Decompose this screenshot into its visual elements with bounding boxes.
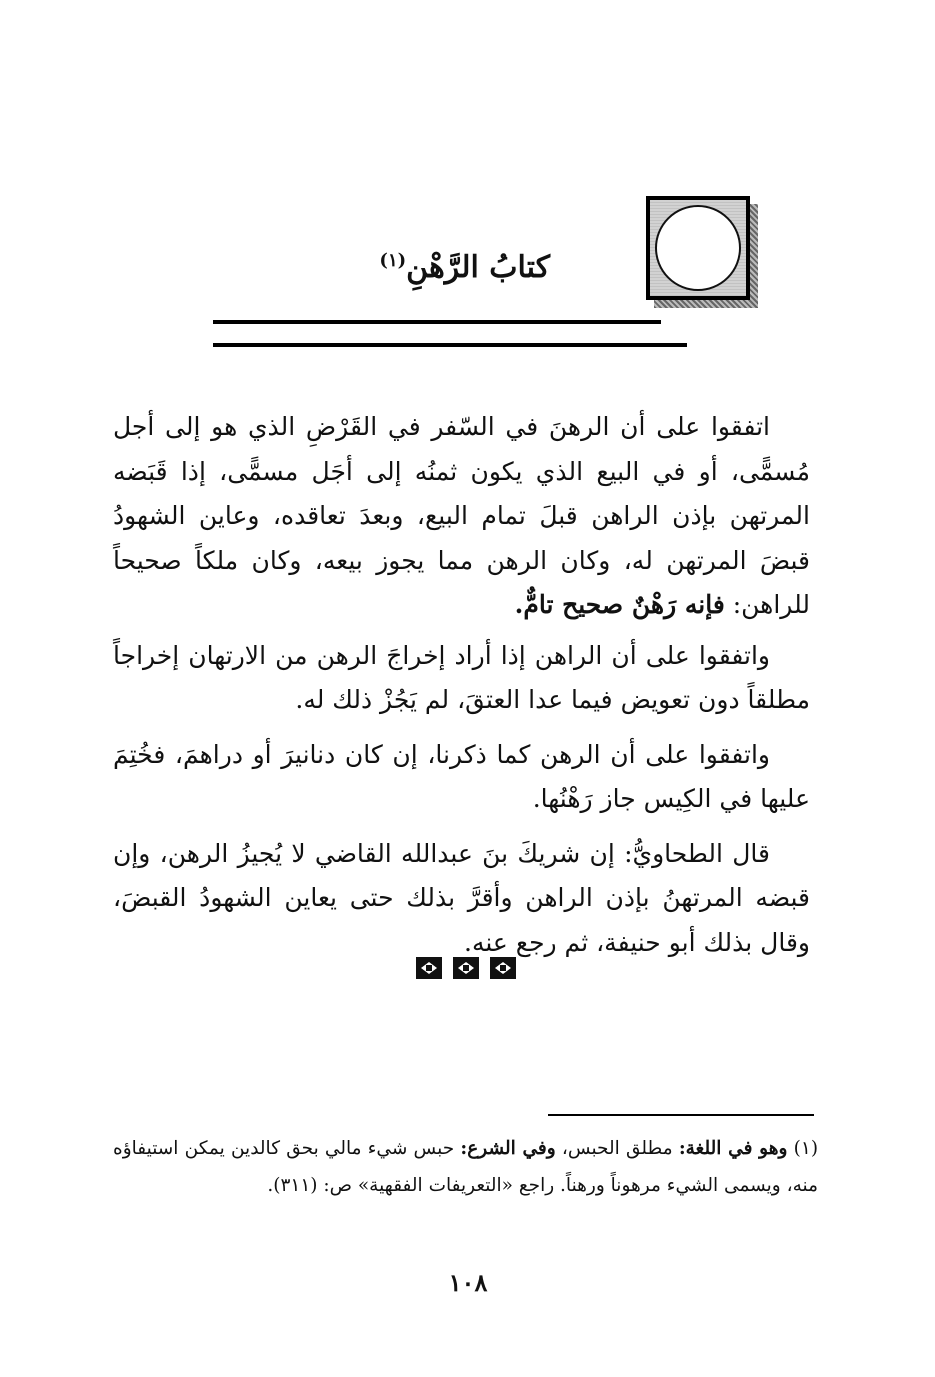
paragraph-4: قال الطحاويُّ: إن شريكَ بنَ عبدالله القاضي لا يُجيزُ الرهن، وإن قبضه المرتهنُ بإذن الراهن وأقرَّ بذلك حتى يعاين الشهودُ القبضَ، وقال بذلك أبو حنيفة، ثم رجع عنه.	[113, 838, 810, 957]
footnote-divider	[548, 1114, 814, 1116]
ornament-glyph-icon	[490, 957, 516, 979]
title-rule-bottom	[213, 343, 687, 347]
ornament-glyph-icon	[416, 957, 442, 979]
chapter-ornament-icon	[646, 196, 750, 300]
ornament-glyph-icon	[453, 957, 479, 979]
paragraph-2: واتفقوا على أن الراهن إذا أراد إخراجَ الرهن من الارتهان إخراجاً مطلقاً دون تعويض فيما عدا العتقَ، لم يَجُزْ ذلك له.	[113, 640, 810, 714]
title-rule-top	[213, 320, 661, 324]
chapter-title-text: كتابُ الرَّهْنِ	[406, 250, 550, 285]
paragraph-3: واتفقوا على أن الرهن كما ذكرنا، إن كان دنانيرَ أو دراهمَ، فخُتِمَ عليها في الكِيس جاز رَهْنُها.	[113, 739, 810, 813]
footnote: (١) وهو في اللغة: مطلق الحبس، وفي الشرع: حبس شيء مالي بحق كالدين يمكن استيفاؤه منه، ويسمى الشيء مرهوناً ورهناً. راجع «التعريفات الفقهية» ص: (٣١١).	[113, 1138, 819, 1196]
page-number: ١٠٨	[448, 1268, 488, 1297]
chapter-title	[379, 250, 550, 285]
footnote-number: (١)	[793, 1138, 819, 1159]
paragraph-1: اتفقوا على أن الرهنَ في السّفر في القَرْضِ الذي هو إلى أجل مُسمًّى، أو في البيع الذي يكون ثمنُه إلى أجَل مسمًّى، إذا قَبَضه المرتهن بإذن الراهن قبلَ تمام البيع، وبعدَ تعاقده، وعاين الشهودُ قبضَ المرتهن له، وكان الرهن مما يجوز بيعه، وكان ملكاً صحيحاً للراهن: فإنه رَهْنٌ صحيح تامٌّ.	[113, 412, 810, 619]
body-text	[113, 405, 810, 975]
chapter-footnote-ref: (١)	[379, 250, 407, 271]
paragraph-1-conclusion: فإنه رَهْنٌ صحيح تامٌّ.	[514, 590, 725, 619]
section-separator	[416, 957, 516, 981]
